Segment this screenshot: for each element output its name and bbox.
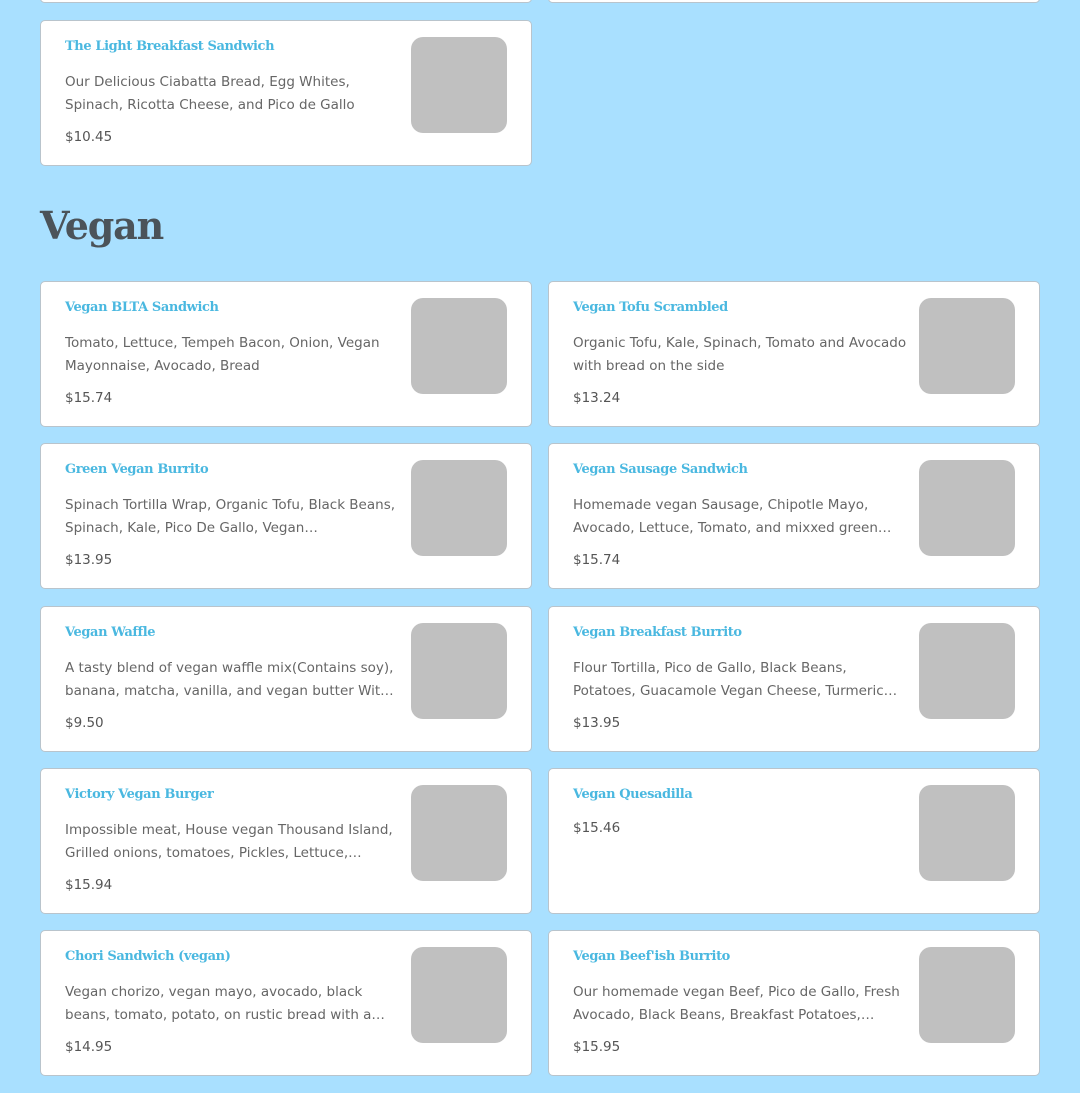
menu-item-image bbox=[411, 785, 507, 881]
menu-item-card[interactable] bbox=[40, 606, 532, 752]
menu-item-image bbox=[411, 37, 507, 133]
menu-item-price: $14.95 bbox=[65, 1039, 113, 1055]
menu-item-card[interactable] bbox=[40, 281, 532, 427]
menu-item-name: Chori Sandwich (vegan) bbox=[65, 949, 231, 964]
menu-item-image bbox=[411, 947, 507, 1043]
menu-item-image bbox=[411, 623, 507, 719]
menu-item-image bbox=[919, 298, 1015, 394]
menu-item-image bbox=[919, 947, 1015, 1043]
menu-item-price: $15.74 bbox=[573, 552, 621, 568]
menu-item-description: Our Delicious Ciabatta Bread, Egg Whites, Spinach, Ricotta Cheese, and Pico de Gallo bbox=[65, 74, 355, 113]
menu-item-card[interactable] bbox=[40, 443, 532, 589]
menu-item-card-partial[interactable] bbox=[548, 0, 1040, 3]
menu-item-description: A tasty blend of vegan waffle mix(Contains soy), banana, matcha, vanilla, and vegan butter Wit… bbox=[65, 660, 394, 699]
menu-item-card[interactable] bbox=[548, 768, 1040, 914]
menu-item-name: Vegan Waffle bbox=[65, 625, 156, 640]
menu-item-image bbox=[919, 623, 1015, 719]
menu-item-description: Spinach Tortilla Wrap, Organic Tofu, Black Beans, Spinach, Kale, Pico De Gallo, Vegan… bbox=[65, 497, 396, 536]
menu-item-description: Tomato, Lettuce, Tempeh Bacon, Onion, Vegan Mayonnaise, Avocado, Bread bbox=[65, 335, 380, 374]
menu-item-name: Vegan Sausage Sandwich bbox=[573, 462, 748, 477]
menu-item-card-partial[interactable] bbox=[40, 0, 532, 3]
menu-item-name: Vegan Quesadilla bbox=[573, 787, 693, 802]
menu-item-price: $13.95 bbox=[573, 715, 621, 731]
menu-item-card[interactable] bbox=[548, 930, 1040, 1076]
menu-item-price: $15.94 bbox=[65, 877, 113, 893]
menu-item-name: Victory Vegan Burger bbox=[65, 787, 214, 802]
menu-item-card[interactable] bbox=[548, 606, 1040, 752]
menu-item-price: $15.74 bbox=[65, 390, 113, 406]
menu-item-card[interactable] bbox=[40, 768, 532, 914]
menu-item-name: The Light Breakfast Sandwich bbox=[65, 39, 275, 54]
menu-item-image bbox=[919, 460, 1015, 556]
menu-item-description: Organic Tofu, Kale, Spinach, Tomato and Avocado with bread on the side bbox=[573, 335, 907, 374]
menu-item-description: Vegan chorizo, vegan mayo, avocado, black beans, tomato, potato, on rustic bread with a… bbox=[65, 984, 385, 1023]
section-title: Vegan bbox=[40, 203, 163, 248]
menu-item-price: $13.95 bbox=[65, 552, 113, 568]
menu-item-image bbox=[411, 298, 507, 394]
menu-item-description: Our homemade vegan Beef, Pico de Gallo, Fresh Avocado, Black Beans, Breakfast Potatoes,… bbox=[573, 984, 900, 1023]
menu-item-price: $13.24 bbox=[573, 390, 621, 406]
menu-item-card[interactable] bbox=[548, 443, 1040, 589]
menu-item-name: Vegan Breakfast Burrito bbox=[573, 625, 742, 640]
menu-item-card[interactable] bbox=[40, 20, 532, 166]
menu-item-description: Flour Tortilla, Pico de Gallo, Black Beans, Potatoes, Guacamole Vegan Cheese, Turmeric… bbox=[573, 660, 898, 699]
menu-item-name: Vegan Tofu Scrambled bbox=[573, 300, 728, 315]
menu-item-name: Vegan Beef'ish Burrito bbox=[573, 949, 730, 964]
menu-item-description: Homemade vegan Sausage, Chipotle Mayo, Avocado, Lettuce, Tomato, and mixxed green… bbox=[573, 497, 892, 536]
menu-item-image bbox=[919, 785, 1015, 881]
menu-item-price: $10.45 bbox=[65, 129, 113, 145]
menu-item-image bbox=[411, 460, 507, 556]
menu-item-card[interactable] bbox=[548, 281, 1040, 427]
menu-item-price: $9.50 bbox=[65, 715, 104, 731]
menu-item-description: Impossible meat, House vegan Thousand Island, Grilled onions, tomatoes, Pickles, Lettuce,… bbox=[65, 822, 393, 861]
menu-item-price: $15.95 bbox=[573, 1039, 621, 1055]
menu-item-name: Vegan BLTA Sandwich bbox=[65, 300, 219, 315]
menu-item-price: $15.46 bbox=[573, 820, 621, 836]
menu-item-name: Green Vegan Burrito bbox=[65, 462, 209, 477]
menu-item-card[interactable] bbox=[40, 930, 532, 1076]
